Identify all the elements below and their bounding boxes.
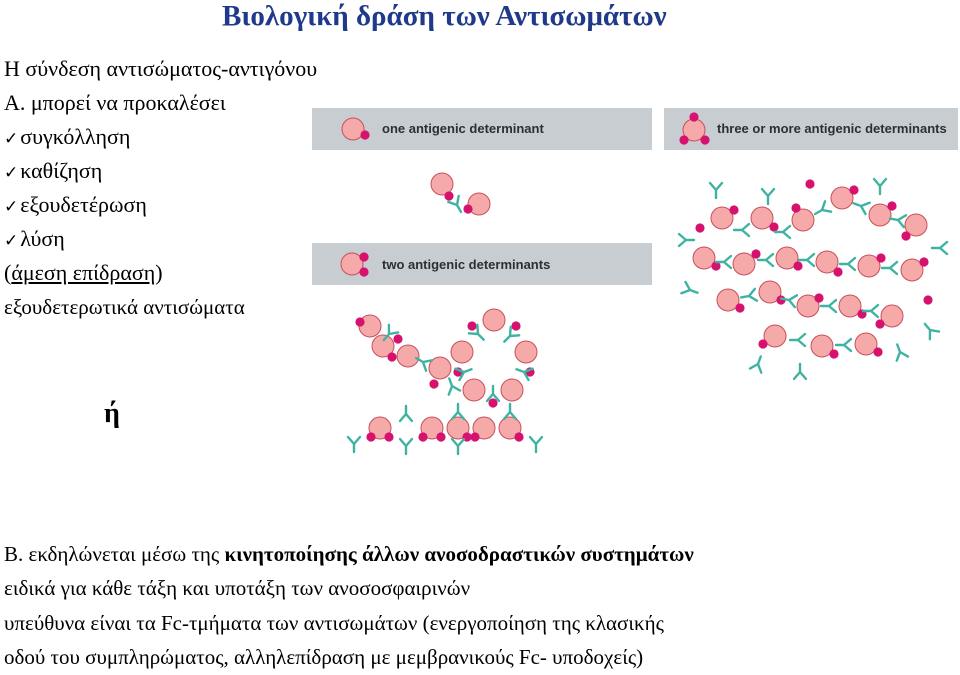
section-b-bold: κινητοποίησης άλλων ανοσοδραστικών συστημάτων — [224, 542, 694, 566]
label-one-determinant: one antigenic determinant — [382, 121, 544, 136]
checkmark-icon: ✓ — [4, 129, 19, 149]
label-three-determinants: three or more antigenic determinants — [717, 121, 947, 136]
body-line: υπεύθυνα είναι τα Fc-τμήματα των αντισωμάτων (ενεργοποίηση της κλασικής — [4, 611, 664, 635]
antigen-chain-small — [355, 315, 460, 395]
effect-label: καθίζηση — [20, 158, 103, 183]
or-label: ή — [104, 398, 120, 429]
effect-label: λύση — [20, 226, 65, 251]
body-line: ειδικά για κάθε τάξη και υποτάξη των ανοσοσφαιρινών — [4, 576, 471, 600]
antigen-icon-three — [679, 112, 709, 144]
intro-text: Η σύνδεση αντισώματος-αντιγόνου — [4, 56, 318, 81]
section-a-heading: Α. μπορεί να προκαλέσει — [4, 90, 226, 115]
page-title: Βιολογική δράση των Αντισωμάτων — [222, 0, 667, 32]
body-line: οδού του συμπληρώματος, αλληλεπίδραση με μεμβρανικούς Fc- υποδοχείς) — [4, 645, 644, 669]
antigen-lattice-linear — [348, 404, 542, 454]
direct-effect-note: (άμεση επίδραση) — [4, 260, 163, 285]
effect-label: εξουδετέρωση — [20, 192, 147, 217]
antigen-icon-one — [342, 118, 370, 140]
antigen-ring — [451, 309, 537, 408]
antigen-lattice-large — [679, 179, 947, 379]
antigen-dimer — [431, 173, 490, 215]
direct-effect-text: άμεση επίδραση — [11, 260, 156, 285]
section-b-heading — [4, 542, 694, 567]
checkmark-icon: ✓ — [4, 197, 19, 217]
label-two-determinants: two antigenic determinants — [382, 257, 551, 272]
neutralizing-antibodies: εξουδετερωτικά αντισώματα — [4, 295, 245, 319]
antigen-icon-two — [341, 252, 369, 276]
checkmark-icon: ✓ — [4, 163, 19, 183]
effect-label: συγκόλληση — [20, 124, 131, 149]
section-b-prefix: Β. εκδηλώνεται μέσω της — [4, 542, 225, 566]
checkmark-icon: ✓ — [4, 231, 19, 251]
